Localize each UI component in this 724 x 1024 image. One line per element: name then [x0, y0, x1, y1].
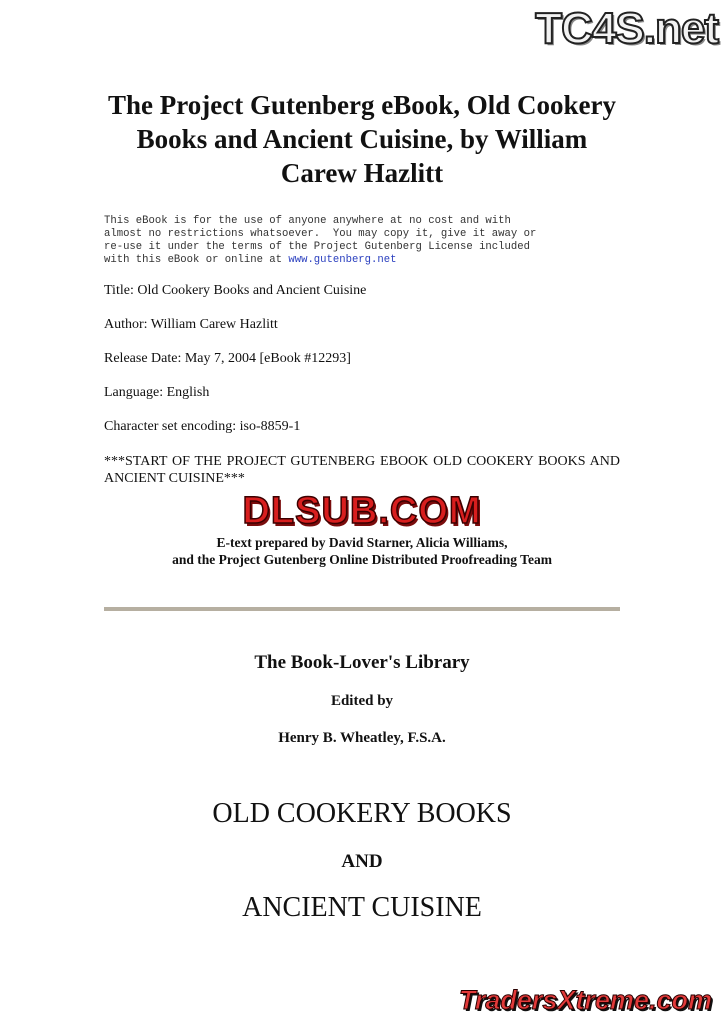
series-title: The Book-Lover's Library: [254, 652, 470, 673]
watermark-dlsub-logo: DLSUB.COM: [242, 490, 482, 532]
prepared-by-line-2: and the Project Gutenberg Online Distributed Proofreading Team: [172, 552, 552, 567]
prepared-by: [0, 534, 724, 568]
gutenberg-link[interactable]: www.gutenberg.net: [288, 254, 397, 266]
book-title-line-2: ANCIENT CUISINE: [242, 892, 482, 923]
license-line-4: with this eBook or online at: [104, 254, 289, 266]
start-marker: ***START OF THE PROJECT GUTENBERG EBOOK OLD COOKERY BOOKS AND ANCIENT CUISINE***: [104, 454, 620, 486]
license-line-2: almost no restrictions whatsoever. You may copy it, give it away or: [104, 228, 537, 240]
editor-name: Henry B. Wheatley, F.S.A.: [278, 730, 446, 746]
meta-author: Author: William Carew Hazlitt: [104, 317, 278, 332]
watermark-tradersxtreme-logo: TradersXtreme.com: [458, 985, 712, 1015]
horizontal-divider: [104, 607, 620, 611]
license-notice: [104, 215, 624, 267]
meta-language: Language: English: [104, 385, 210, 400]
meta-encoding: Character set encoding: iso-8859-1: [104, 419, 301, 434]
watermark-tc4s-logo: TC4S.net: [535, 4, 718, 53]
meta-title: Title: Old Cookery Books and Ancient Cuisine: [104, 283, 367, 298]
book-title-line-1: OLD COOKERY BOOKS: [212, 798, 512, 829]
license-line-3: re-use it under the terms of the Project Gutenberg License included: [104, 241, 530, 253]
license-line-1: This eBook is for the use of anyone anywhere at no cost and with: [104, 215, 511, 227]
book-title-and: AND: [341, 851, 383, 872]
meta-release-date: Release Date: May 7, 2004 [eBook #12293]: [104, 351, 351, 366]
prepared-by-line-1: E-text prepared by David Starner, Alicia Williams,: [216, 535, 508, 550]
document-title: The Project Gutenberg eBook, Old Cookery Books and Ancient Cuisine, by William Carew Hazlitt: [108, 90, 616, 188]
edited-by-label: Edited by: [330, 693, 394, 709]
